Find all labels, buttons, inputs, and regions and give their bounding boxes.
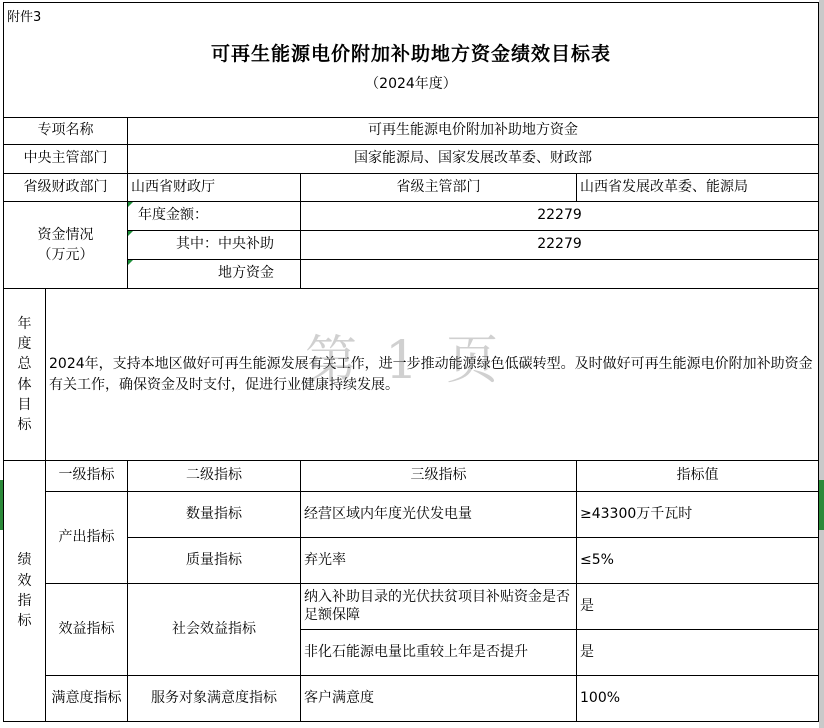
quality-indicator-label: 质量指标 [127, 537, 301, 584]
header-area [3, 2, 819, 117]
funds-label-line-1: 资金情况 [37, 226, 94, 243]
selection-marker-right [819, 480, 824, 530]
satisfaction-indicator-label: 满意度指标 [45, 675, 128, 722]
comment-marker-icon [128, 260, 133, 265]
prov-dept-label: 省级主管部门 [300, 173, 577, 202]
goal-label-char: 年 [17, 315, 32, 332]
social-benefit-item-1: 纳入补助目录的光伏扶贫项目补贴资金是否足额保障 [300, 583, 577, 630]
indicator-label-char: 绩 [17, 552, 32, 569]
page-watermark: 第1页 [305, 331, 527, 391]
quantity-indicator-value: ≥43300万千瓦时 [576, 491, 819, 538]
indicator-label-char: 指 [17, 593, 32, 609]
social-benefit-item-2: 非化石能源电量比重较上年是否提升 [300, 629, 577, 676]
col-header-level-3: 三级指标 [300, 460, 577, 492]
local-funds-label-text: 地方资金 [218, 265, 274, 282]
funds-label-line-2: （万元） [37, 247, 94, 263]
service-satisfaction-value: 100% [576, 675, 819, 722]
indicator-label-char: 效 [17, 572, 32, 589]
service-satisfaction-item: 客户满意度 [300, 675, 577, 722]
selection-marker-left [0, 480, 3, 530]
output-indicator-label: 产出指标 [45, 491, 128, 584]
project-name-label: 专项名称 [3, 117, 128, 145]
comment-marker-icon [128, 202, 133, 207]
prov-finance-value: 山西省财政厅 [127, 173, 301, 202]
funds-label [3, 201, 128, 289]
comment-marker-icon [128, 231, 133, 236]
central-subsidy-label [127, 230, 301, 260]
central-subsidy-value: 22279 [300, 230, 819, 260]
goal-label-char: 度 [17, 335, 32, 352]
col-header-value: 指标值 [576, 460, 819, 492]
indicator-label-char: 标 [17, 613, 32, 630]
annual-amount-label [127, 201, 301, 231]
right-scrollbar[interactable] [819, 0, 824, 728]
central-subsidy-label-text: 其中：中央补助 [176, 236, 274, 253]
benefit-indicator-label: 效益指标 [45, 583, 128, 676]
local-funds-label [127, 259, 301, 289]
year-subtitle: （2024年度） [365, 76, 457, 92]
prov-dept-value: 山西省发展改革委、能源局 [576, 173, 819, 202]
goal-label-char: 目 [17, 396, 32, 413]
social-benefit-value-2: 是 [576, 629, 819, 676]
central-dept-value: 国家能源局、国家发展改革委、财政部 [127, 144, 819, 174]
social-benefit-value-1: 是 [576, 583, 819, 630]
goal-label-char: 标 [17, 417, 32, 434]
social-benefit-label: 社会效益指标 [127, 583, 301, 676]
goal-label-char: 体 [17, 376, 32, 393]
quality-indicator-value: ≤5% [576, 537, 819, 584]
performance-indicators-label [3, 460, 46, 722]
goal-label-char: 总 [17, 356, 32, 373]
quality-indicator-item: 弃光率 [300, 537, 577, 584]
annual-goal-text: 2024年，支持本地区做好可再生能源发展有关工作，进一步推动能源绿色低碳转型。及时做好可再生能源电价附加补助资金有关工作，确保资金及时支付，促进行业健康持续发展。 [45, 288, 819, 461]
quantity-indicator-item: 经营区域内年度光伏发电量 [300, 491, 577, 538]
page-title: 可再生能源电价附加补助地方资金绩效目标表 [210, 43, 611, 65]
project-name-value: 可再生能源电价附加补助地方资金 [127, 117, 819, 145]
annual-amount-label-text: 年度金额： [138, 207, 208, 224]
central-dept-label: 中央主管部门 [3, 144, 128, 174]
attachment-label: 附件3 [7, 10, 42, 25]
prov-finance-label: 省级财政部门 [3, 173, 128, 202]
col-header-level-1: 一级指标 [45, 460, 128, 492]
quantity-indicator-label: 数量指标 [127, 491, 301, 538]
col-header-level-2: 二级指标 [127, 460, 301, 492]
local-funds-value [300, 259, 819, 289]
service-satisfaction-label: 服务对象满意度指标 [127, 675, 301, 722]
annual-amount-value: 22279 [300, 201, 819, 231]
annual-goal-label [3, 288, 46, 461]
